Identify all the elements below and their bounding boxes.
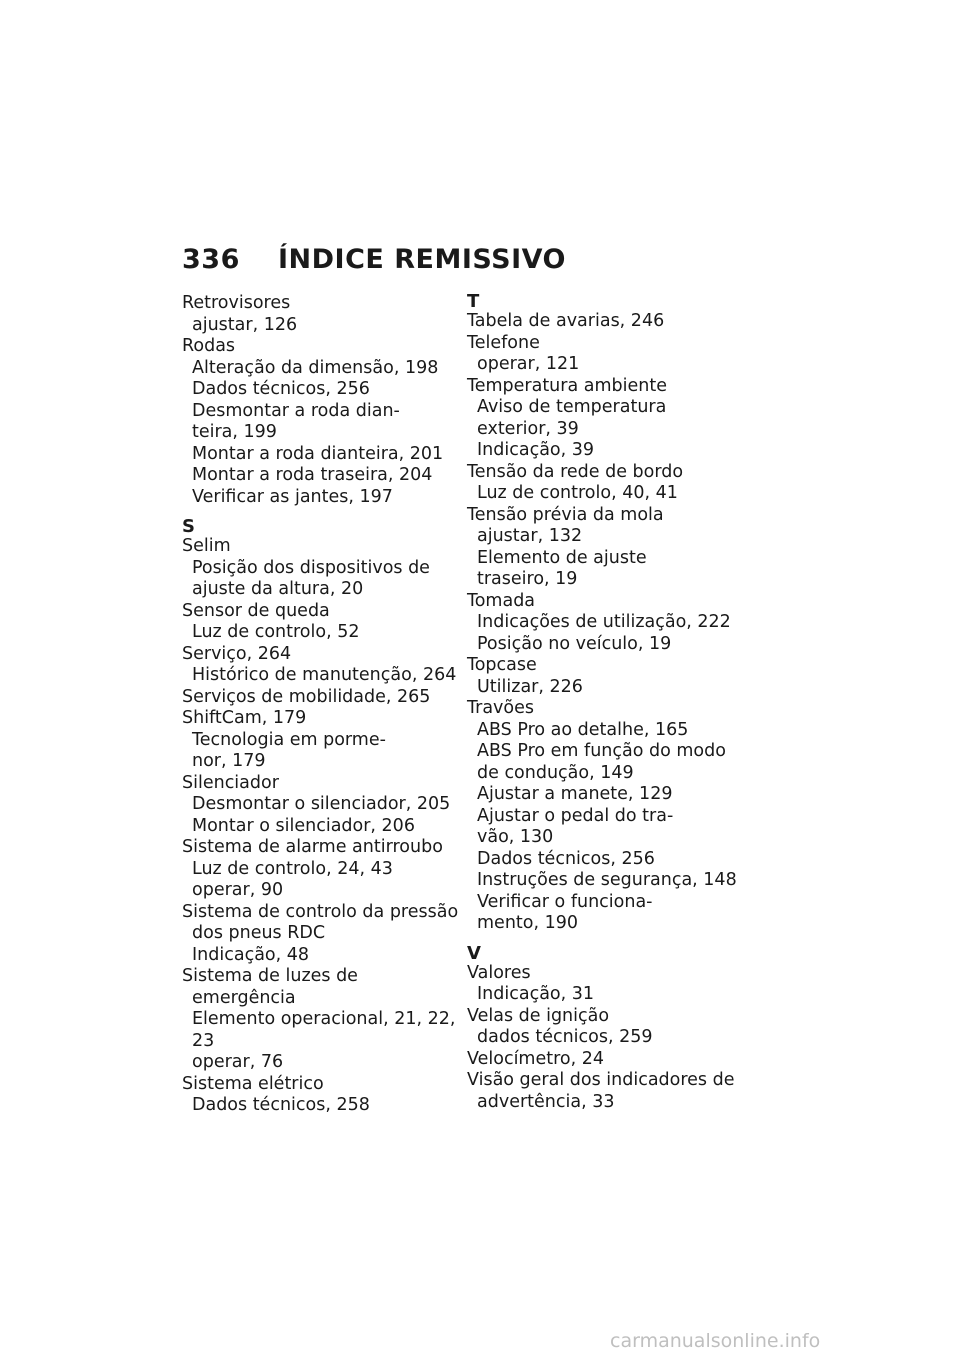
index-subentry: Montar a roda dianteira, 201 [192, 443, 444, 464]
index-subentry: de condução, 149 [477, 762, 634, 783]
index-entry: Sistema de luzes de [182, 966, 358, 986]
index-subentry: traseiro, 19 [477, 569, 578, 589]
index-subentry: Verificar o funciona- [477, 891, 653, 912]
index-subentry: teira, 199 [192, 422, 277, 442]
index-subentry: Ajustar o pedal do tra- [477, 805, 674, 826]
index-entry: Rodas [182, 336, 236, 356]
index-subentry: Desmontar o silenciador, 205 [192, 794, 451, 814]
page-header [182, 244, 566, 275]
index-entry: Telefone [467, 332, 540, 353]
index-subentry: exterior, 39 [477, 418, 579, 439]
index-subentry: ABS Pro ao detalhe, 165 [477, 719, 689, 740]
index-subentry: Indicações de utilização, 222 [477, 612, 731, 632]
index-entry: Travões [467, 698, 534, 718]
index-entry: Tomada [467, 590, 536, 611]
index-subentry: Luz de controlo, 40, 41 [477, 483, 678, 503]
index-entry: Serviço, 264 [182, 643, 292, 664]
index-entry: Velocímetro, 24 [467, 1048, 605, 1069]
index-entry: Sistema de alarme antirroubo [182, 837, 443, 857]
index-letter-heading: T [467, 291, 480, 312]
index-subentry: Desmontar a roda dian- [192, 400, 400, 421]
index-subentry: Luz de controlo, 24, 43 [192, 858, 393, 879]
index-column-right [467, 293, 739, 1113]
index-subentry: ajuste da altura, 20 [192, 579, 364, 599]
index-subentry: Montar a roda traseira, 204 [192, 465, 433, 485]
index-entry: Silenciador [182, 772, 279, 793]
index-subentry: ajustar, 132 [477, 526, 583, 546]
index-subentry: Utilizar, 226 [477, 676, 583, 697]
index-subentry: Tecnologia em porme- [192, 729, 386, 750]
index-subentry: operar, 90 [192, 880, 284, 900]
index-subentry: Posição no veículo, 19 [477, 633, 672, 654]
index-subentry: Alteração da dimensão, 198 [192, 357, 439, 378]
index-entry: Visão geral dos indicadores de [467, 1070, 735, 1090]
index-subentry: Elemento operacional, 21, 22, [192, 1009, 456, 1029]
index-entry: Sensor de queda [182, 600, 330, 621]
index-entry: Retrovisores [182, 293, 291, 313]
index-subentry: operar, 121 [477, 354, 580, 374]
index-letter-heading: V [467, 942, 481, 964]
index-subentry: 23 [192, 1030, 215, 1051]
index-subentry: Dados técnicos, 256 [477, 848, 655, 869]
index-subentry: nor, 179 [192, 751, 266, 771]
index-subentry: dos pneus RDC [192, 923, 326, 943]
index-entry: ShiftCam, 179 [182, 708, 307, 728]
watermark: carmanualsonline.info [610, 1330, 821, 1352]
page-number: 336 [182, 244, 240, 275]
index-subentry: Elemento de ajuste [477, 547, 647, 568]
index-subentry: advertência, 33 [477, 1091, 615, 1112]
index-subentry: Posição dos dispositivos de [192, 557, 430, 578]
index-subentry: Histórico de manutenção, 264 [192, 665, 457, 685]
index-entry: Tensão prévia da mola [467, 504, 664, 525]
index-subentry: Aviso de temperatura [477, 397, 667, 417]
index-entry: Sistema elétrico [182, 1073, 324, 1094]
index-subentry: Montar o silenciador, 206 [192, 815, 415, 836]
index-subentry: emergência [192, 987, 296, 1008]
index-subentry: Ajustar a manete, 129 [477, 784, 673, 804]
index-entry: Tensão da rede de bordo [467, 461, 684, 482]
page-title: ÍNDICE REMISSIVO [278, 244, 567, 275]
index-entry: Serviços de mobilidade, 265 [182, 686, 431, 707]
index-entry: Velas de ignição [467, 1005, 610, 1026]
index-letter-heading: S [182, 516, 195, 537]
index-subentry: dados técnicos, 259 [477, 1027, 653, 1047]
index-subentry: ABS Pro em função do modo [477, 741, 726, 761]
index-subentry: Verificar as jantes, 197 [192, 486, 393, 507]
index-entry: Sistema de controlo da pressão [182, 901, 459, 922]
index-subentry: Instruções de segurança, 148 [477, 870, 737, 890]
index-subentry: Luz de controlo, 52 [192, 622, 360, 642]
index-subentry: Dados técnicos, 256 [192, 379, 370, 399]
index-subentry: Indicação, 31 [477, 984, 595, 1004]
index-entry: Temperatura ambiente [467, 375, 667, 396]
index-column-left [182, 293, 459, 1117]
index-entry: Tabela de avarias, 246 [467, 311, 665, 331]
index-subentry: mento, 190 [477, 913, 579, 933]
index-subentry: ajustar, 126 [192, 314, 298, 335]
index-subentry: Indicação, 48 [192, 944, 310, 965]
index-subentry: Dados técnicos, 258 [192, 1095, 370, 1115]
index-entry: Valores [467, 962, 531, 983]
index-subentry: vão, 130 [477, 827, 554, 847]
index-entry: Selim [182, 536, 231, 556]
index-subentry: operar, 76 [192, 1052, 284, 1072]
index-entry: Topcase [467, 655, 537, 675]
index-subentry: Indicação, 39 [477, 440, 595, 460]
